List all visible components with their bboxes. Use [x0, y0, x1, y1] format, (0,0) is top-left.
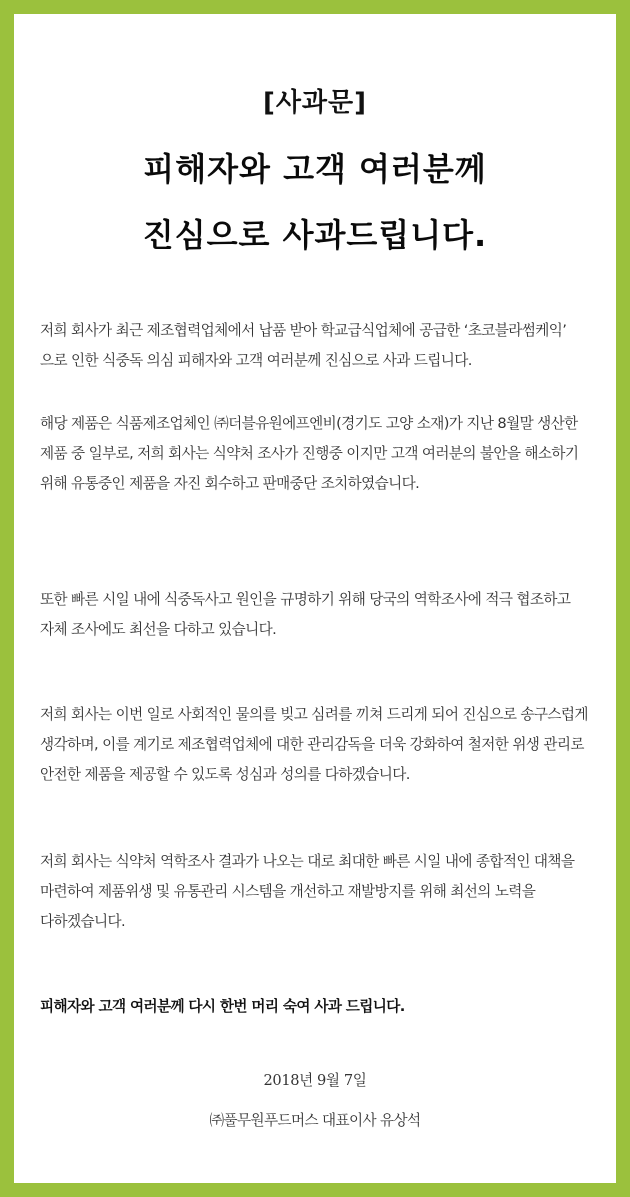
closing-statement: 피해자와 고객 여러분께 다시 한번 머리 숙여 사과 드립니다. — [40, 998, 405, 1015]
paragraph-line: 저희 회사가 최근 제조협력업체에서 납품 받아 학교급식업체에 공급한 ‘초코블라썸케익’ — [40, 322, 567, 339]
paragraph-line: 저희 회사는 식약처 역학조사 결과가 나오는 대로 최대한 빠른 시일 내에 종합적인 대책을 — [40, 853, 575, 870]
paragraph-line: 해당 제품은 식품제조업체인 ㈜더블유원에프엔비(경기도 고양 소재)가 지난 8월말 생산한 — [40, 415, 578, 432]
headline-line-2: 진심으로 사과드립니다. — [142, 216, 488, 254]
paragraph-4 — [40, 700, 606, 790]
paragraph-line: 위해 유통중인 제품을 자진 회수하고 판매중단 조치하였습니다. — [40, 475, 420, 492]
paragraph-1 — [40, 316, 606, 376]
paragraph-line: 자체 조사에도 최선을 다하고 있습니다. — [40, 621, 277, 638]
paragraph-line: 또한 빠른 시일 내에 식중독사고 원인을 규명하기 위해 당국의 역학조사에 적극 협조하고 — [40, 591, 571, 608]
paragraph-line: 마련하여 제품위생 및 유통관리 시스템을 개선하고 재발방지를 위해 최선의 노력을 — [40, 883, 536, 900]
paragraph-5 — [40, 847, 606, 937]
paragraph-line: 으로 인한 식중독 의심 피해자와 고객 여러분께 진심으로 사과 드립니다. — [40, 352, 472, 369]
paragraph-line: 다하겠습니다. — [40, 913, 126, 930]
paragraph-line: 저희 회사는 이번 일로 사회적인 물의를 빚고 심려를 끼쳐 드리게 되어 진심으로 송구스럽게 — [40, 706, 588, 723]
notice-label: [사과문] — [262, 88, 368, 118]
paragraph-3 — [40, 585, 606, 645]
paragraph-2 — [40, 409, 606, 499]
paragraph-line: 안전한 제품을 제공할 수 있도록 성심과 성의를 다하겠습니다. — [40, 766, 410, 783]
company-signature: ㈜풀무원푸드머스 대표이사 유상석 — [209, 1112, 421, 1129]
apology-notice — [14, 14, 616, 1183]
headline-line-1: 피해자와 고객 여러분께 — [143, 150, 487, 188]
notice-date: 2018년 9월 7일 — [263, 1072, 367, 1089]
paragraph-line: 제품 중 일부로, 저희 회사는 식약처 조사가 진행중 이지만 고객 여러분의 불안을 해소하기 — [40, 445, 579, 462]
paragraph-line: 생각하며, 이를 계기로 제조협력업체에 대한 관리감독을 더욱 강화하여 철저한 위생 관리로 — [40, 736, 584, 753]
